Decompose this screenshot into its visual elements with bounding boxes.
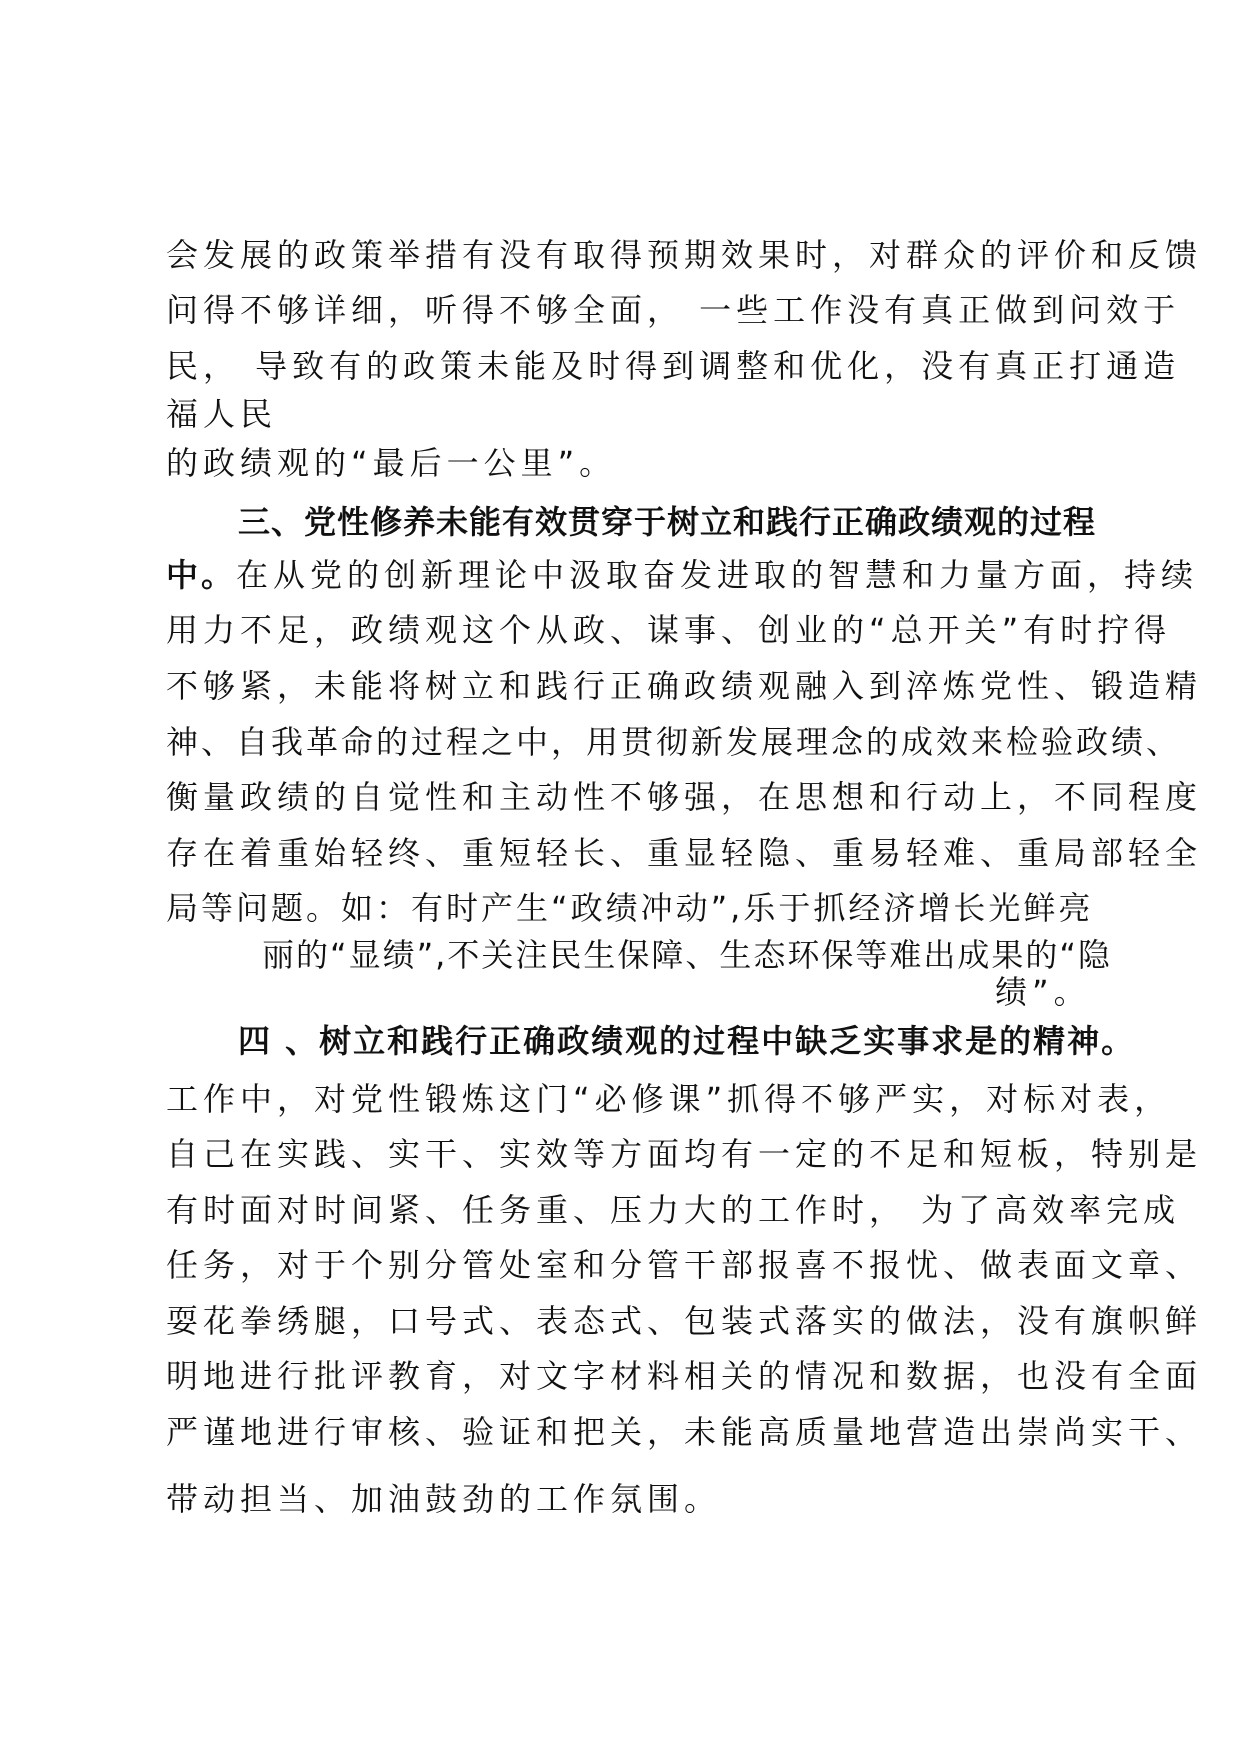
section-three-heading: 三、党性修养未能有效贯穿于树立和践行正确政绩观的过程 — [238, 503, 1097, 541]
body-line: 福人民 — [166, 395, 278, 433]
section-four-heading: 四 、树立和践行正确政绩观的过程中缺乏实事求是的精神。 — [238, 1022, 1136, 1060]
body-line: 民， 导致有的政策未能及时得到调整和优化，没有真正打通造 — [166, 347, 1181, 385]
body-line: 明地进行批评教育，对文字材料相关的情况和数据，也没有全面 — [166, 1357, 1203, 1395]
section-three-heading-tail: 中。 — [166, 556, 237, 594]
body-line: 衡量政绩的自觉性和主动性不够强，在思想和行动上，不同程度 — [166, 778, 1203, 816]
body-line: 会发展的政策举措有没有取得预期效果时，对群众的评价和反馈 — [166, 236, 1203, 274]
section-three-first-line — [166, 555, 1198, 595]
body-line: 任务，对于个别分管处室和分管干部报喜不报忧、做表面文章、 — [166, 1246, 1203, 1284]
body-line: 严谨地进行审核、验证和把关，未能高质量地营造出崇尚实干、 — [166, 1413, 1203, 1451]
body-line: 工作中，对党性锻炼这门“必修课”抓得不够严实，对标对表， — [166, 1080, 1172, 1118]
body-line: 的政绩观的“最后一公里”。 — [166, 444, 617, 482]
body-line: 自己在实践、实干、实效等方面均有一定的不足和短板，特别是 — [166, 1135, 1203, 1173]
body-line: 带动担当、加油鼓劲的工作氛围。 — [166, 1480, 722, 1518]
body-line: 神、自我革命的过程之中，用贯彻新发展理念的成效来检验政绩、 — [166, 723, 1182, 761]
body-line: 不够紧，未能将树立和践行正确政绩观融入到淬炼党性、锻造精 — [166, 667, 1203, 705]
body-line: 耍花拳绣腿，口号式、表态式、包装式落实的做法，没有旗帜鲜 — [166, 1302, 1203, 1340]
body-line: 问得不够详细，听得不够全面， 一些工作没有真正做到问效于 — [166, 291, 1181, 329]
body-line: 丽的“显绩”,不关注民生保障、生态环保等难出成果的“隐 — [262, 936, 1112, 974]
body-line: 存在着重始轻终、重短轻长、重显轻隐、重易轻难、重局部轻全 — [166, 834, 1203, 872]
body-line: 局等问题。如：有时产生“政绩冲动”,乐于抓经济增长光鲜亮 — [166, 889, 1094, 927]
body-line: 用力不足，政绩观这个从政、谋事、创业的“总开关”有时拧得 — [166, 611, 1172, 649]
body-line: 绩”。 — [995, 973, 1091, 1011]
body-line: 有时面对时间紧、任务重、压力大的工作时， 为了高效率完成 — [166, 1191, 1181, 1229]
section-three-first-rest: 在从党的创新理论中汲取奋发进取的智慧和力量方面，持续 — [236, 556, 1199, 594]
